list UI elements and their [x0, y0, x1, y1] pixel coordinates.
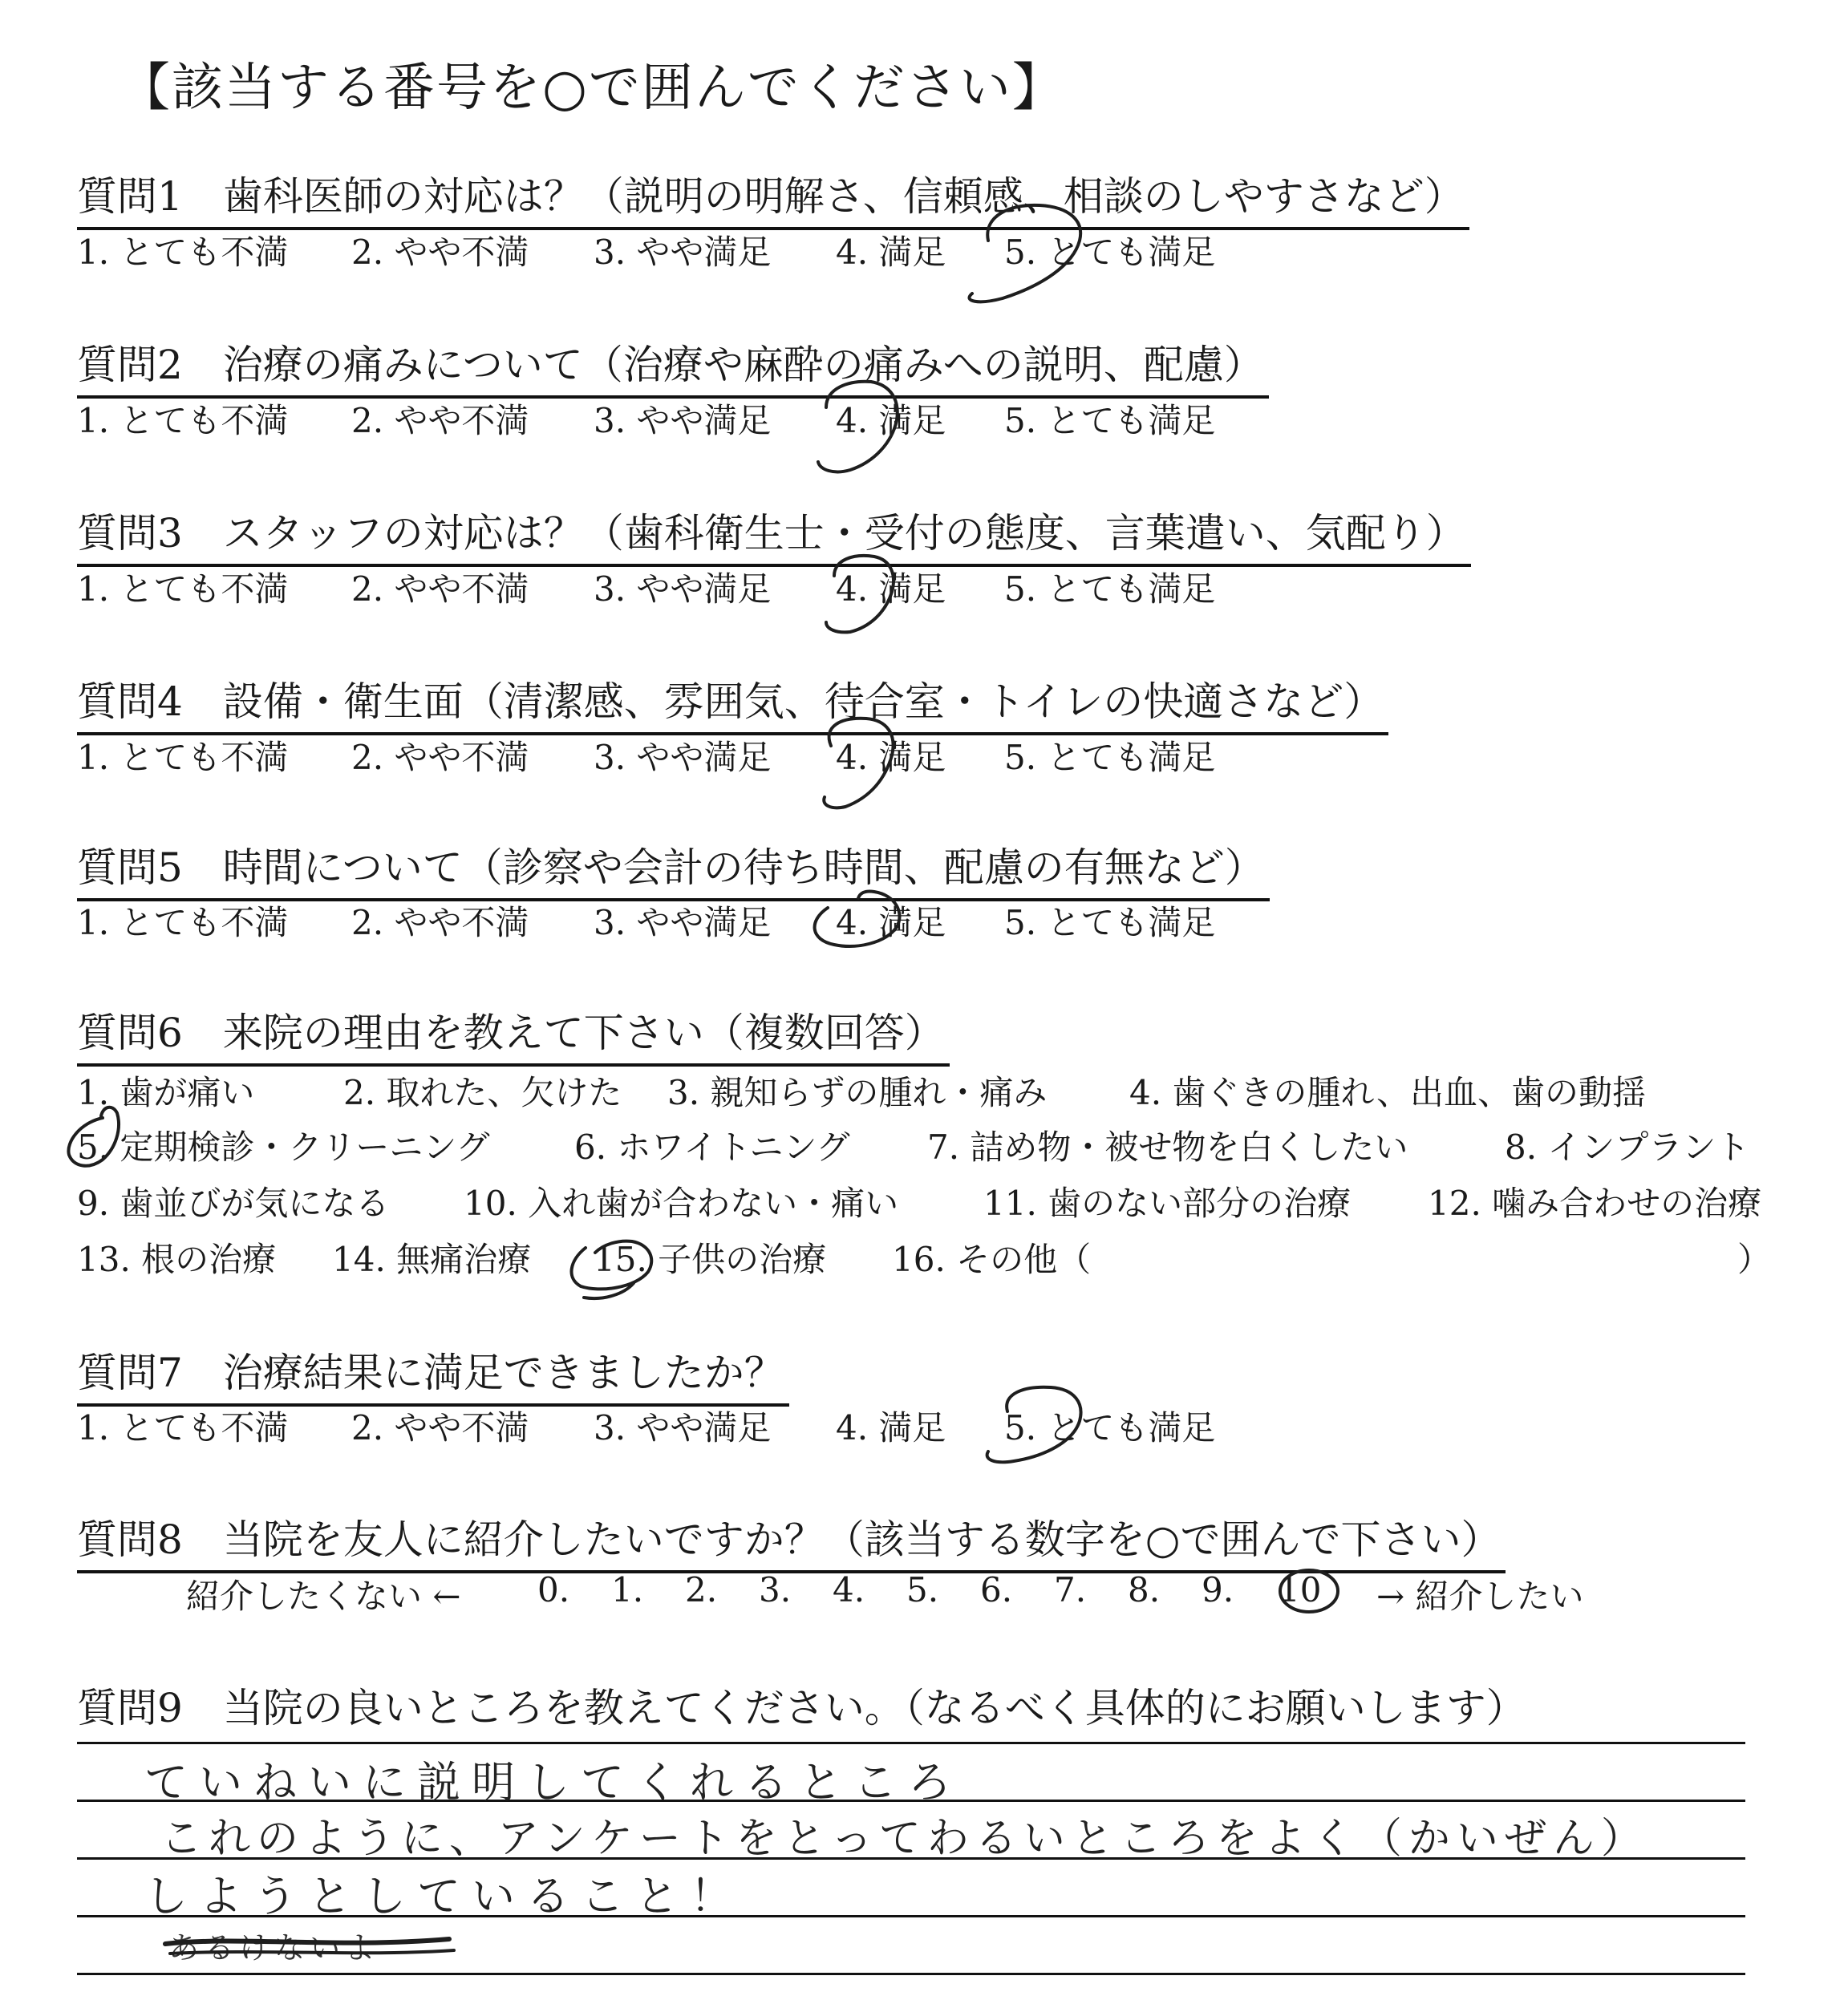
- q7-option-5[interactable]: 5. とても満足: [1004, 1408, 1216, 1447]
- q6-option-1[interactable]: 1. 歯が痛い: [77, 1073, 255, 1112]
- q6-option-15[interactable]: 15. 子供の治療: [594, 1240, 827, 1279]
- q7-option-2[interactable]: 2. やや不満: [351, 1408, 529, 1447]
- q6-option-5[interactable]: 5. 定期検診・クリーニング: [77, 1128, 490, 1167]
- q8-score-9[interactable]: 9.: [1202, 1570, 1234, 1609]
- q1-option-3[interactable]: 3. やや満足: [594, 233, 772, 272]
- q2-option-3[interactable]: 3. やや満足: [594, 401, 772, 440]
- handwritten-answer-line-2[interactable]: これのように、アンケートをとってわるいところをよく（かいぜん）: [160, 1815, 1649, 1863]
- q8-score-2[interactable]: 2.: [685, 1570, 718, 1609]
- q3-option-4[interactable]: 4. 満足: [836, 569, 946, 609]
- q1-option-5[interactable]: 5. とても満足: [1004, 233, 1216, 272]
- handwritten-answer-line-1[interactable]: ていねいに説明してくれるところ: [144, 1757, 962, 1808]
- q7-option-1[interactable]: 1. とても不満: [77, 1408, 289, 1447]
- handwritten-answer-line-3[interactable]: しようとしていること！: [144, 1871, 744, 1921]
- q6-option-14[interactable]: 14. 無痛治療: [332, 1240, 532, 1279]
- question-8-title: 質問8 当院を友人に紹介したいですか？（該当する数字を○で囲んで下さい）: [77, 1508, 1506, 1573]
- q6-option-13[interactable]: 13. 根の治療: [77, 1240, 277, 1279]
- question-9-title: 質問9 当院の良いところを教えてください。（なるべく具体的にお願いします）: [77, 1685, 1526, 1731]
- q3-option-2[interactable]: 2. やや不満: [351, 569, 529, 609]
- answer-line-1: [77, 1742, 1745, 1744]
- q8-score-7[interactable]: 7.: [1054, 1570, 1087, 1609]
- q6-other-close-paren: ）: [1737, 1240, 1772, 1279]
- q6-option-12[interactable]: 12. 噛み合わせの治療: [1428, 1184, 1762, 1223]
- q8-score-3[interactable]: 3.: [759, 1570, 792, 1609]
- q6-option-2[interactable]: 2. 取れた、欠けた: [343, 1073, 622, 1112]
- q8-score-5[interactable]: 5.: [906, 1570, 939, 1609]
- q1-option-2[interactable]: 2. やや不満: [351, 233, 529, 272]
- q7-option-4[interactable]: 4. 満足: [836, 1408, 946, 1447]
- q8-score-4[interactable]: 4.: [833, 1570, 865, 1609]
- q1-option-4[interactable]: 4. 満足: [836, 233, 946, 272]
- q2-option-4[interactable]: 4. 満足: [836, 401, 946, 440]
- q6-option-11[interactable]: 11. 歯のない部分の治療: [983, 1184, 1352, 1223]
- q3-option-3[interactable]: 3. やや満足: [594, 569, 772, 609]
- q8-score-8[interactable]: 8.: [1128, 1570, 1161, 1609]
- q6-option-10[interactable]: 10. 入れ歯が合わない・痛い: [464, 1184, 899, 1223]
- question-7-title: 質問7 治療結果に満足できましたか？: [77, 1341, 789, 1407]
- question-6-title: 質問6 来院の理由を教えて下さい（複数回答）: [77, 1001, 950, 1067]
- q8-score-0[interactable]: 0.: [537, 1570, 570, 1609]
- q5-option-5[interactable]: 5. とても満足: [1004, 903, 1216, 942]
- q8-right-label: → 紹介したい: [1376, 1577, 1584, 1616]
- q8-scale-row: [77, 1570, 1761, 1618]
- q4-option-3[interactable]: 3. やや満足: [594, 738, 772, 777]
- q4-option-4[interactable]: 4. 満足: [836, 738, 946, 777]
- instruction-heading: 【該当する番号を○で囲んでください】: [119, 59, 1065, 118]
- question-2-title: 質問2 治療の痛みについて（治療や麻酔の痛みへの説明、配慮）: [77, 333, 1269, 399]
- q6-option-6[interactable]: 6. ホワイトニング: [574, 1128, 850, 1167]
- question-1-title: 質問1 歯科医師の対応は？（説明の明解さ、信頼感、相談のしやすさなど）: [77, 164, 1469, 230]
- q6-option-7[interactable]: 7. 詰め物・被せ物を白くしたい: [927, 1128, 1408, 1167]
- q2-option-5[interactable]: 5. とても満足: [1004, 401, 1216, 440]
- q5-option-1[interactable]: 1. とても不満: [77, 903, 289, 942]
- q5-option-3[interactable]: 3. やや満足: [594, 903, 772, 942]
- q4-option-1[interactable]: 1. とても不満: [77, 738, 289, 777]
- q2-option-2[interactable]: 2. やや不満: [351, 401, 529, 440]
- q2-option-1[interactable]: 1. とても不満: [77, 401, 289, 440]
- q4-option-5[interactable]: 5. とても満足: [1004, 738, 1216, 777]
- question-5-title: 質問5 時間について（診察や会計の待ち時間、配慮の有無など）: [77, 836, 1270, 901]
- handwritten-answer-line-4-struck: あるけないよ: [168, 1930, 381, 1966]
- q6-option-3[interactable]: 3. 親知らずの腫れ・痛み: [667, 1073, 1048, 1112]
- q7-option-3[interactable]: 3. やや満足: [594, 1408, 772, 1447]
- q5-option-4[interactable]: 4. 満足: [836, 903, 946, 942]
- q6-option-16[interactable]: 16. その他（: [892, 1240, 1092, 1279]
- question-3-title: 質問3 スタッフの対応は？（歯科衛生士・受付の態度、言葉遣い、気配り）: [77, 501, 1471, 567]
- answer-line-5: [77, 1973, 1745, 1975]
- q8-left-label: 紹介したくない ←: [186, 1577, 461, 1616]
- q8-score-1[interactable]: 1.: [611, 1570, 644, 1609]
- q1-option-1[interactable]: 1. とても不満: [77, 233, 289, 272]
- question-4-title: 質問4 設備・衛生面（清潔感、雰囲気、待合室・トイレの快適さなど）: [77, 670, 1388, 735]
- q3-option-1[interactable]: 1. とても不満: [77, 569, 289, 609]
- q4-option-2[interactable]: 2. やや不満: [351, 738, 529, 777]
- q6-option-4[interactable]: 4. 歯ぐきの腫れ、出血、歯の動揺: [1129, 1073, 1646, 1112]
- q6-option-8[interactable]: 8. インプラント: [1505, 1128, 1750, 1167]
- q3-option-5[interactable]: 5. とても満足: [1004, 569, 1216, 609]
- q6-option-9[interactable]: 9. 歯並びが気になる: [77, 1184, 390, 1223]
- q8-score-6[interactable]: 6.: [980, 1570, 1013, 1609]
- q5-option-2[interactable]: 2. やや不満: [351, 903, 529, 942]
- q8-score-10[interactable]: 10: [1279, 1570, 1322, 1609]
